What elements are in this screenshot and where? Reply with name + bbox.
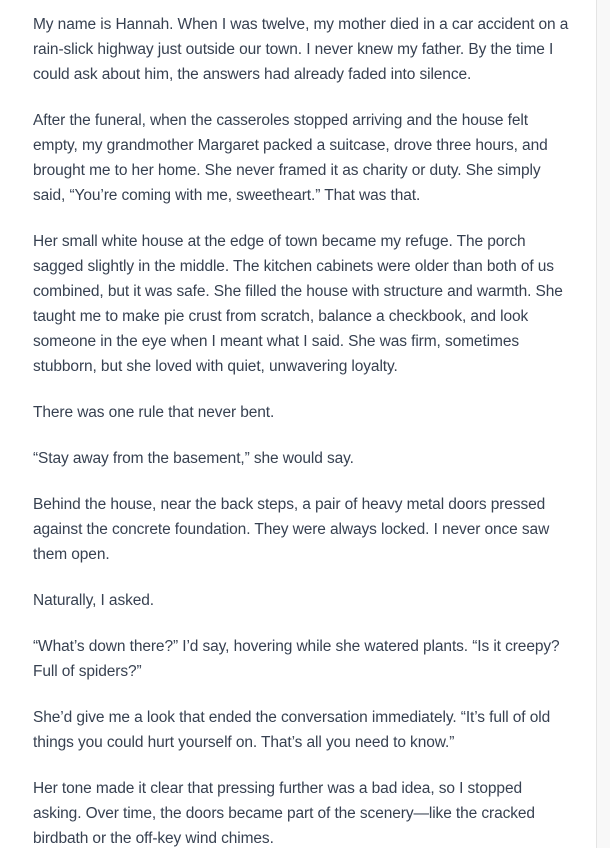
story-paragraph: Her tone made it clear that pressing further was a bad idea, so I stopped asking. Over time, the doors became part of the scenery—like the cracked birdbath or the off-key wind chimes. bbox=[33, 780, 535, 847]
story-paragraph: Her small white house at the edge of town became my refuge. The porch sagged slightly in the middle. The kitchen cabinets were older than both of us combined, but it was safe. She filled the house with structure and warmth. She taught me to make pie crust from scratch, balance a checkbook, and look someone in the eye when I meant what I said. She was firm, sometimes stubborn, but she loved with quiet, unwavering loyalty. bbox=[33, 233, 563, 375]
story-paragraph: She’d give me a look that ended the conversation immediately. “It’s full of old things you could hurt yourself on. That’s all you need to know.” bbox=[33, 709, 551, 751]
story-paragraph: Behind the house, near the back steps, a pair of heavy metal doors pressed against the concrete foundation. They were always locked. I never once saw them open. bbox=[33, 496, 550, 563]
scrollbar-track[interactable] bbox=[596, 0, 610, 848]
story-paragraph: There was one rule that never bent. bbox=[33, 404, 275, 421]
story-paragraph: Naturally, I asked. bbox=[33, 592, 155, 609]
story-paragraph: After the funeral, when the casseroles stopped arriving and the house felt empty, my grandmother Margaret packed a suitcase, drove three hours, and brought me to her home. She never framed it as charity or duty. She simply said, “You’re coming with me, sweetheart.” That was that. bbox=[33, 112, 548, 204]
story-paragraph: My name is Hannah. When I was twelve, my mother died in a car accident on a rain-slick highway just outside our town. I never knew my father. By the time I could ask about him, the answers had already faded into silence. bbox=[33, 16, 569, 83]
story-paragraph: “Stay away from the basement,” she would say. bbox=[33, 450, 354, 467]
story-paragraph: “What’s down there?” I’d say, hovering while she watered plants. “Is it creepy? Full of spiders?” bbox=[33, 638, 560, 680]
